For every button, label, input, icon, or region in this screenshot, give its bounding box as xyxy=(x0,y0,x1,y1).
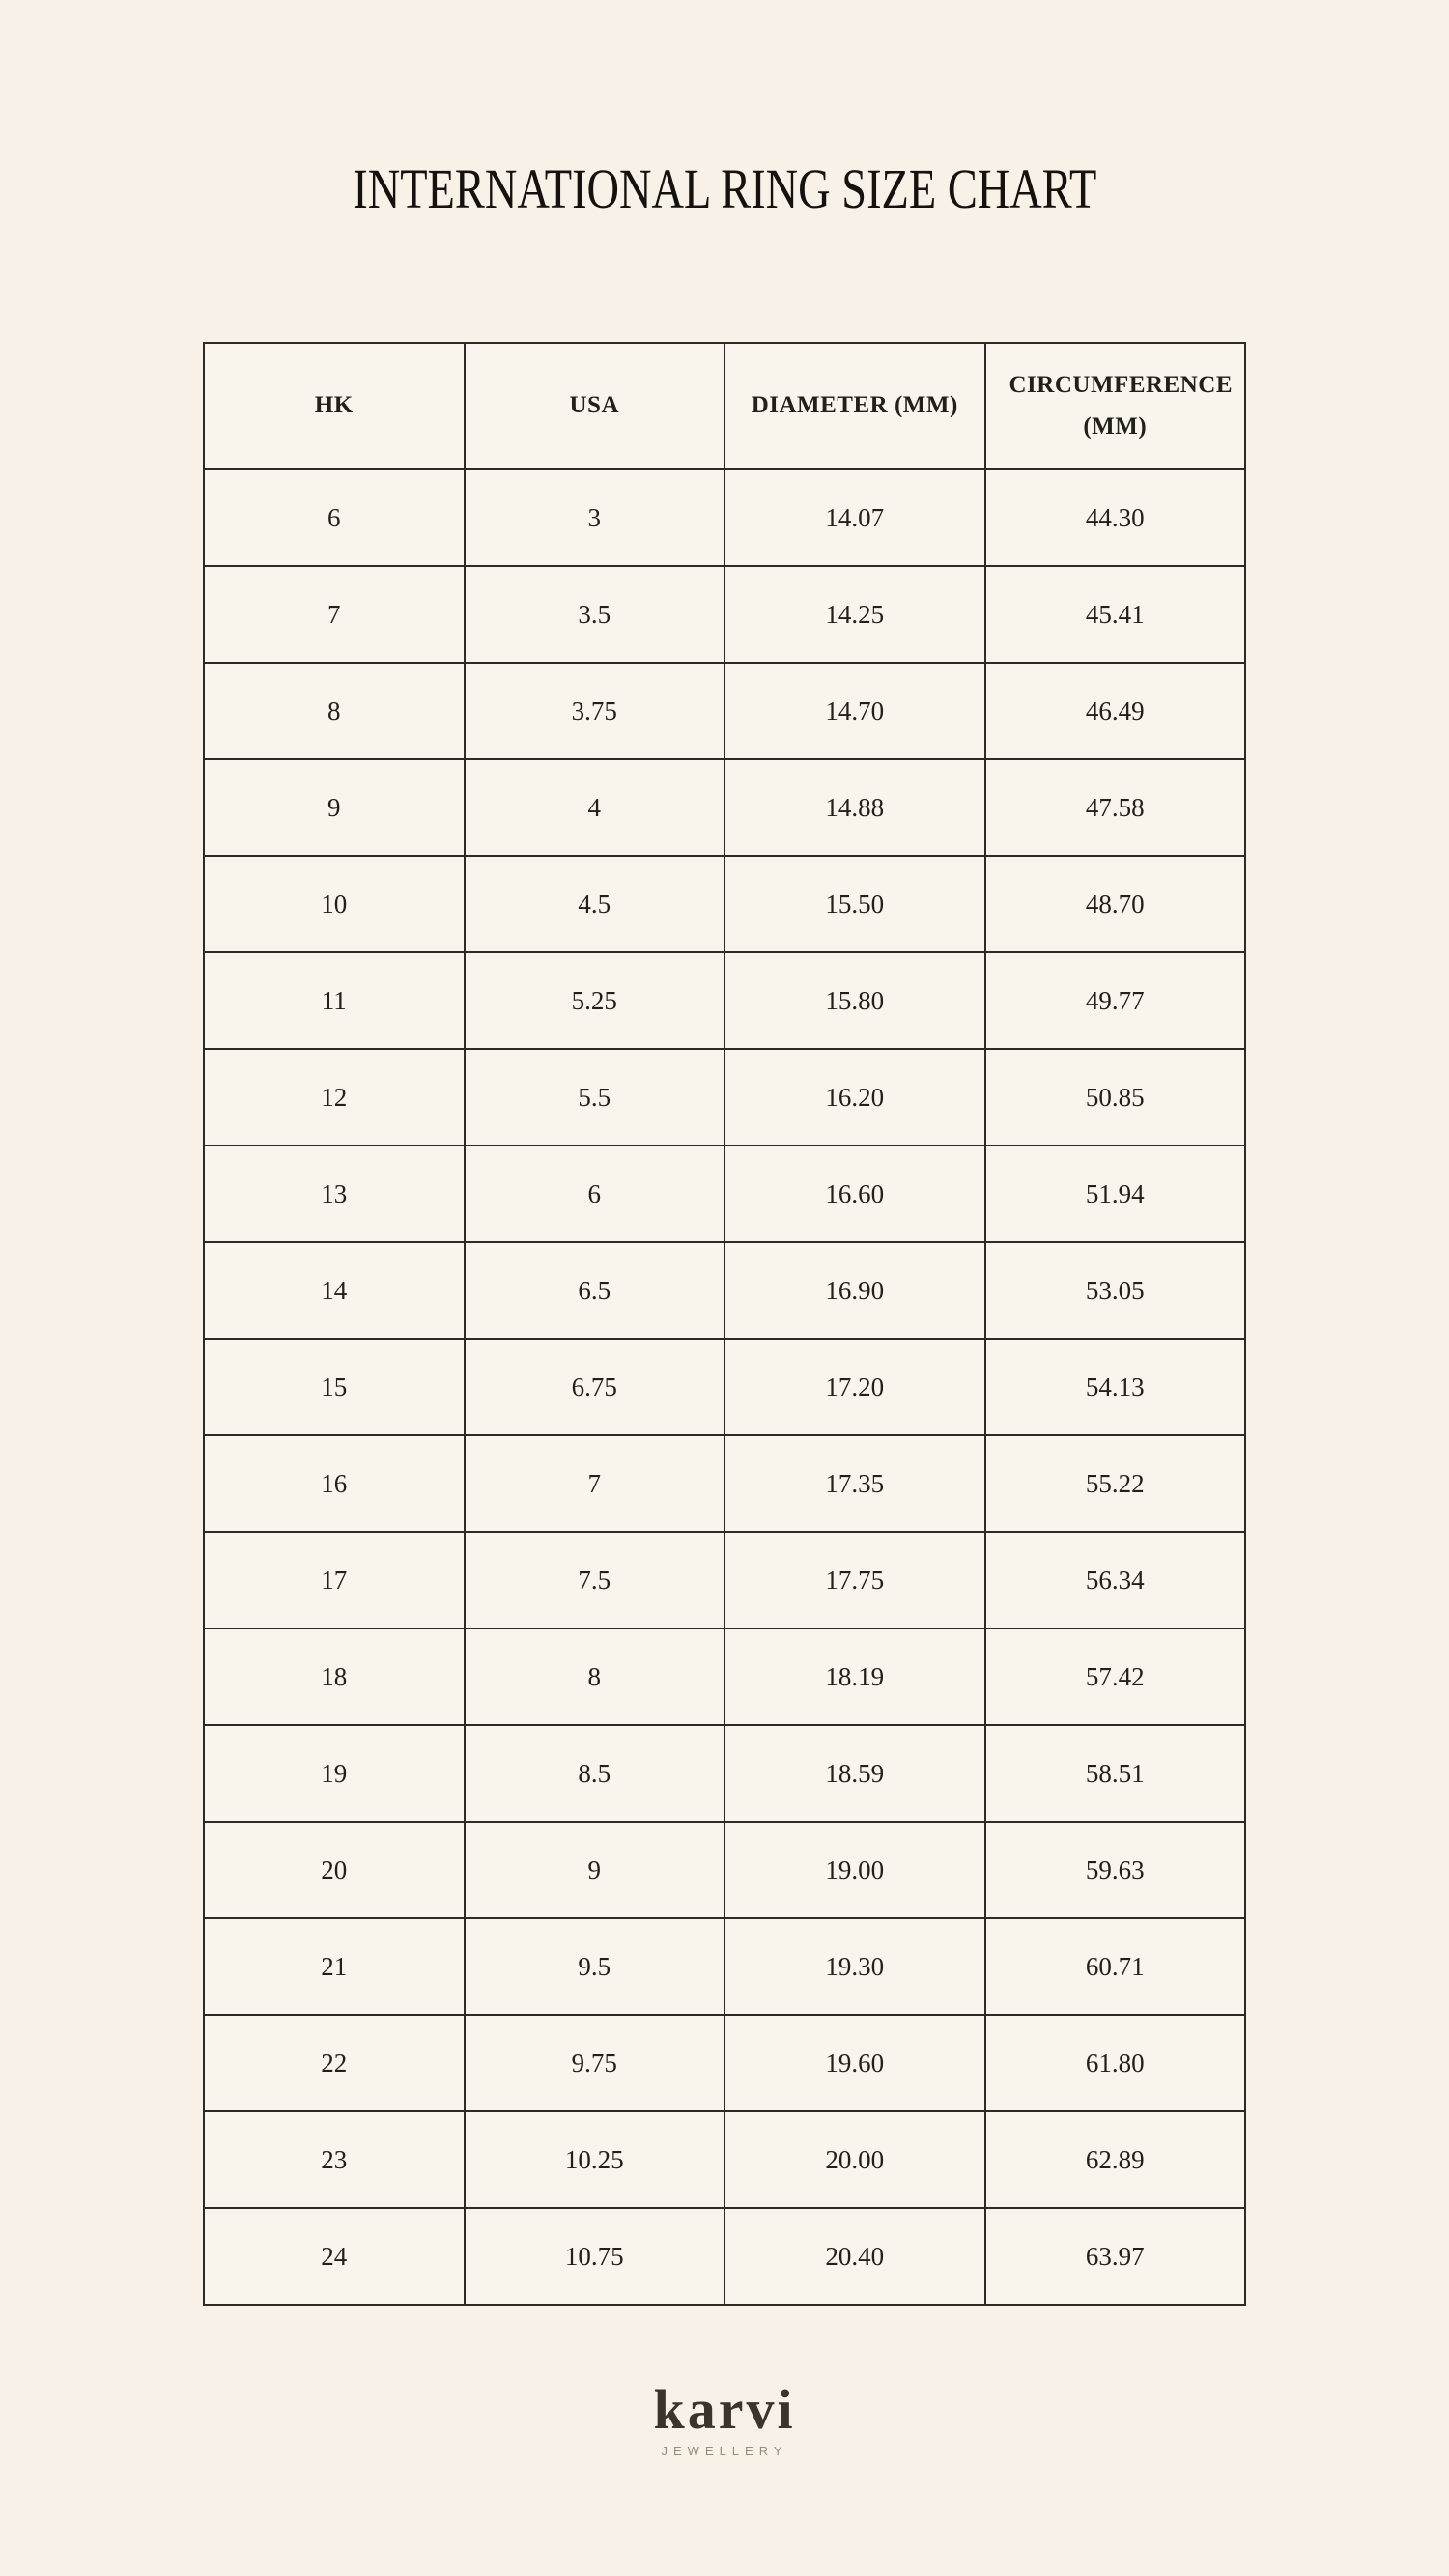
table-cell: 9.75 xyxy=(465,2015,725,2111)
table-cell: 7 xyxy=(204,566,465,663)
table-cell: 21 xyxy=(204,1918,465,2015)
table-body xyxy=(204,469,1245,2305)
table-row xyxy=(204,856,1245,952)
table-cell: 16 xyxy=(204,1435,465,1532)
table-row xyxy=(204,2111,1245,2208)
table-cell: 20.00 xyxy=(724,2111,985,2208)
table-cell: 6.5 xyxy=(465,1242,725,1339)
table-cell: 20.40 xyxy=(724,2208,985,2305)
table-cell: 19.00 xyxy=(724,1822,985,1918)
table-cell: 19.30 xyxy=(724,1918,985,2015)
table-cell: 14.25 xyxy=(724,566,985,663)
brand-footer xyxy=(0,2378,1449,2458)
table-row xyxy=(204,663,1245,759)
brand-tagline: JEWELLERY xyxy=(661,2444,788,2458)
table-cell: 7.5 xyxy=(465,1532,725,1628)
table-row xyxy=(204,1532,1245,1628)
table-cell: 3.75 xyxy=(465,663,725,759)
table-row xyxy=(204,952,1245,1049)
table-cell: 54.13 xyxy=(985,1339,1246,1435)
table-head xyxy=(204,343,1245,469)
brand-logo: karvi xyxy=(653,2378,796,2441)
table-cell: 15.80 xyxy=(724,952,985,1049)
table-cell: 19.60 xyxy=(724,2015,985,2111)
table-cell: 57.42 xyxy=(985,1628,1246,1725)
table-cell: 59.63 xyxy=(985,1822,1246,1918)
table-cell: 9.5 xyxy=(465,1918,725,2015)
table-cell: 16.20 xyxy=(724,1049,985,1146)
table-cell: 15.50 xyxy=(724,856,985,952)
page-title xyxy=(0,156,1449,221)
table-row xyxy=(204,1339,1245,1435)
column-header-usa: USA xyxy=(465,343,725,469)
table-row xyxy=(204,469,1245,566)
table-cell: 49.77 xyxy=(985,952,1246,1049)
table-cell: 45.41 xyxy=(985,566,1246,663)
table-cell: 15 xyxy=(204,1339,465,1435)
table-cell: 9 xyxy=(204,759,465,856)
table-cell: 61.80 xyxy=(985,2015,1246,2111)
table-cell: 8 xyxy=(465,1628,725,1725)
table-header-row xyxy=(204,343,1245,469)
table-row xyxy=(204,1242,1245,1339)
table-cell: 17 xyxy=(204,1532,465,1628)
table-cell: 48.70 xyxy=(985,856,1246,952)
table-cell: 18 xyxy=(204,1628,465,1725)
table-cell: 47.58 xyxy=(985,759,1246,856)
table-cell: 6 xyxy=(465,1146,725,1242)
table-cell: 20 xyxy=(204,1822,465,1918)
column-header-diameter: DIAMETER (MM) xyxy=(724,343,985,469)
table-cell: 13 xyxy=(204,1146,465,1242)
table-cell: 4.5 xyxy=(465,856,725,952)
ring-size-table xyxy=(203,342,1246,2306)
table-row xyxy=(204,1146,1245,1242)
table-cell: 17.35 xyxy=(724,1435,985,1532)
table-cell: 50.85 xyxy=(985,1049,1246,1146)
table-cell: 14.88 xyxy=(724,759,985,856)
column-header-circumference: CIRCUMFERENCE (MM) xyxy=(985,343,1246,469)
table-cell: 3.5 xyxy=(465,566,725,663)
table-cell: 62.89 xyxy=(985,2111,1246,2208)
table-cell: 14.70 xyxy=(724,663,985,759)
column-header-hk: HK xyxy=(204,343,465,469)
table-cell: 8.5 xyxy=(465,1725,725,1822)
table-cell: 19 xyxy=(204,1725,465,1822)
table-cell: 6 xyxy=(204,469,465,566)
table-cell: 14.07 xyxy=(724,469,985,566)
table-cell: 55.22 xyxy=(985,1435,1246,1532)
table-row xyxy=(204,1725,1245,1822)
table-cell: 23 xyxy=(204,2111,465,2208)
table-row xyxy=(204,2208,1245,2305)
table-cell: 16.60 xyxy=(724,1146,985,1242)
table-cell: 44.30 xyxy=(985,469,1246,566)
table-cell: 12 xyxy=(204,1049,465,1146)
table-cell: 56.34 xyxy=(985,1532,1246,1628)
table-cell: 24 xyxy=(204,2208,465,2305)
table-cell: 22 xyxy=(204,2015,465,2111)
table-cell: 14 xyxy=(204,1242,465,1339)
table-cell: 10 xyxy=(204,856,465,952)
table-cell: 16.90 xyxy=(724,1242,985,1339)
table-cell: 46.49 xyxy=(985,663,1246,759)
table-cell: 7 xyxy=(465,1435,725,1532)
table-row xyxy=(204,1822,1245,1918)
table-cell: 5.5 xyxy=(465,1049,725,1146)
table-cell: 9 xyxy=(465,1822,725,1918)
table-cell: 18.19 xyxy=(724,1628,985,1725)
table-cell: 51.94 xyxy=(985,1146,1246,1242)
table-row xyxy=(204,2015,1245,2111)
page-title-text: INTERNATIONAL RING SIZE CHART xyxy=(352,157,1097,220)
table-row xyxy=(204,1918,1245,2015)
table-row xyxy=(204,566,1245,663)
table-row xyxy=(204,1049,1245,1146)
table-cell: 17.20 xyxy=(724,1339,985,1435)
table-row xyxy=(204,1435,1245,1532)
table-row xyxy=(204,759,1245,856)
table-cell: 17.75 xyxy=(724,1532,985,1628)
table-cell: 8 xyxy=(204,663,465,759)
table-row xyxy=(204,1628,1245,1725)
table-cell: 58.51 xyxy=(985,1725,1246,1822)
table-cell: 11 xyxy=(204,952,465,1049)
table-cell: 3 xyxy=(465,469,725,566)
table-cell: 4 xyxy=(465,759,725,856)
table-cell: 60.71 xyxy=(985,1918,1246,2015)
table-cell: 53.05 xyxy=(985,1242,1246,1339)
table-cell: 5.25 xyxy=(465,952,725,1049)
table-cell: 10.25 xyxy=(465,2111,725,2208)
table-cell: 18.59 xyxy=(724,1725,985,1822)
table-cell: 10.75 xyxy=(465,2208,725,2305)
table-cell: 63.97 xyxy=(985,2208,1246,2305)
table-cell: 6.75 xyxy=(465,1339,725,1435)
